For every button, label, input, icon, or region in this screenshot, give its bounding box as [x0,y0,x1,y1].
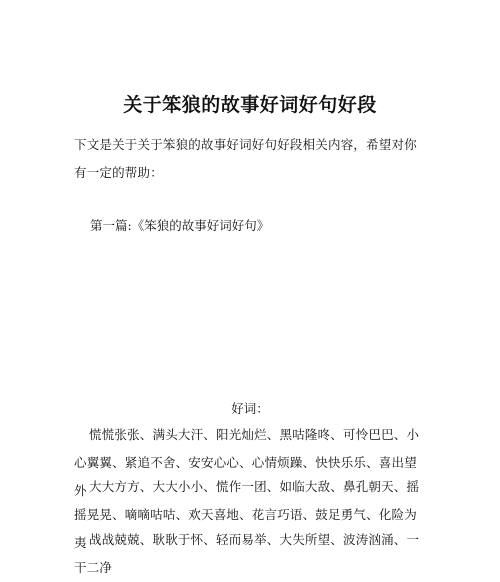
intro-paragraph: 下文是关于关于笨狼的故事好词好句好段相关内容，希望对你有一定的帮助： [74,137,417,180]
word-paragraph-1: 慌慌张张、满头大汗、阳光灿烂、黑咕隆咚、可怜巴巴、小心翼翼、紧追不舍、安安心心、心情烦躁、快快乐乐、喜出望外 [74,427,420,498]
document-title: 关于笨狼的故事好词好句好段 [123,94,377,116]
section-heading: 第一篇:《笨狼的故事好词好句》 [90,218,270,233]
word-paragraph-2: 大大方方、大大小小、慌作一团、如临大敌、鼻孔朝天、摇摇晃晃、嘀嘀咕咕、欢天喜地、花言巧语、鼓足勇气、化险为夷 [74,479,420,550]
word-paragraph-3: 战战兢兢、耿耿于怀、轻而易举、大失所望、波涛汹涌、一干二净 [74,532,420,575]
good-words-heading: 好词： [231,401,269,416]
